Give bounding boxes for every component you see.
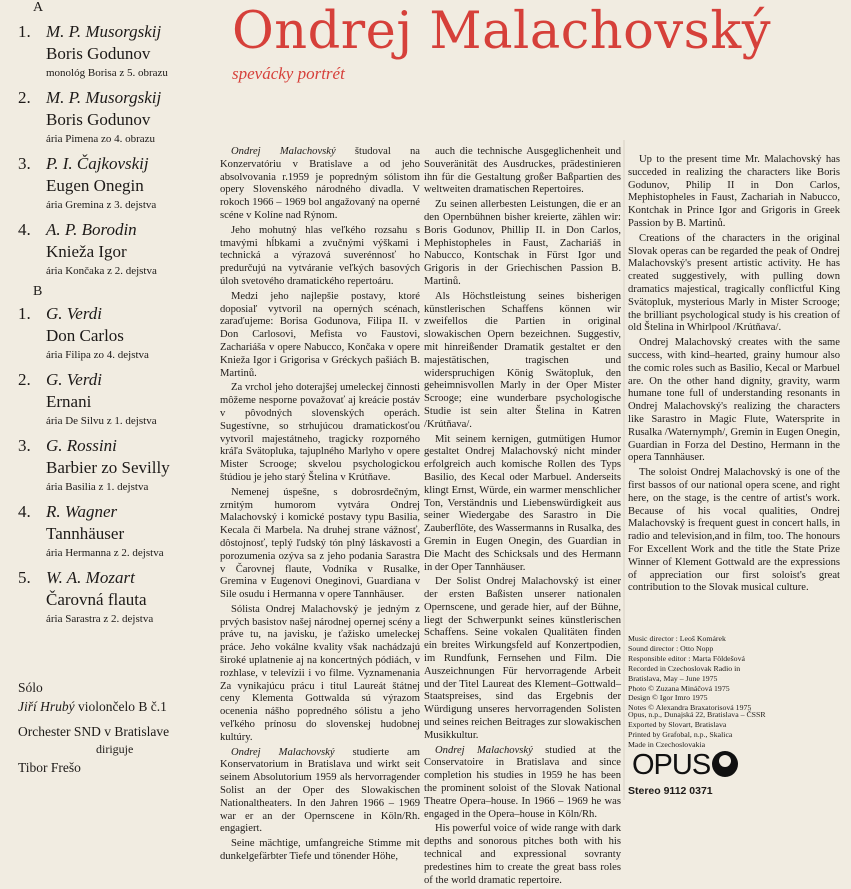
liner-notes-column-2 xyxy=(424,146,621,889)
solo-label: Sólo xyxy=(18,680,43,695)
track-note: ária De Silvu z 1. dejstva xyxy=(46,415,157,427)
paragraph-text: studierte am Konservatorium in Bratislava und wirkt seit seinem Absolutorium 1959 als hervorragender Solist an der Oper des Slowakischen Nationaltheaters. In den Jahren 1966 – 1969 war er an der Opernscene in Köln/Rh. engagiert. xyxy=(220,746,420,835)
soloist-name: Jiří Hrubý xyxy=(18,699,75,714)
track-work: Ernani xyxy=(46,392,92,411)
liner-note-paragraph xyxy=(220,487,420,602)
track-composer: M. P. Musorgskij xyxy=(46,22,162,41)
publisher-line: Opus, n.p., Dunajská 22, Bratislava – ČSSR xyxy=(628,710,766,719)
paragraph-text: His powerful voice of wide range with dark depths and sonorous pitches both with his technical and expressional sovranty predestines him to create the great bass roles of the world dramatic repertoire. xyxy=(424,823,621,886)
catalog-number: Stereo 9112 0371 xyxy=(628,785,713,797)
track-note: ária Končaka z 2. dejstva xyxy=(46,265,157,277)
publisher-info xyxy=(628,710,766,750)
track-work: Boris Godunov xyxy=(46,110,151,129)
orchestra-name: Orchester SND v Bratislave xyxy=(18,724,170,739)
paragraph-text: Zu seinen allerbesten Leistungen, die er an den Opernbühnen bisher kreierte, zählen wir: Boris Godunov, Phillip II. in Don Carlos, Mephistopheles in Faust, Zachariáš in Nabucco, Kontschak in Fürst Igor und Grigoris in der Griechischen Passion B. Martinů. xyxy=(424,199,621,287)
album-subtitle: spevácky portrét xyxy=(232,64,345,83)
artist-name-emphasis: Ondrej Malachovský xyxy=(231,746,335,758)
publisher-line: Exported by Slovart, Bratislava xyxy=(628,719,727,729)
track-work: Tannhäuser xyxy=(46,524,125,543)
paragraph-text: Creations of the characters in the original Slovak operas can be regarded the peak of Ondrej Malachovský's present artistic activity. He has created suggestively, with pulling down dramatics majestical, tragically conflictful King Svätopluk, mysterious Marly in Mister Scrooge; the brilliant psychological study is his creation of old Štelina in Whirlpool /Krútňava/. xyxy=(628,232,840,334)
production-credit-line: Design © Igor Imro 1975 xyxy=(628,693,708,703)
liner-note-paragraph xyxy=(628,337,840,465)
track-work: Boris Godunov xyxy=(46,44,151,63)
paragraph-text: študoval na Konzervatóriu v Bratislave a od jeho absolvovania r.1959 je popredným sólistom opery Slovenského národného divadla. V rokoch 1966 – 1969 bol angažovaný na operné scéne v Kolíne nad Rýnom. xyxy=(220,146,420,221)
liner-note-paragraph xyxy=(220,146,420,223)
track-item xyxy=(18,220,218,284)
paragraph-text: Nemenej úspešne, s dobrosrdečným, zrnitým humorom vytvára Ondrej Malachovský i komické postavy typu Basilia, Kecala či Marbela. Na druhej strane vážnosť, dôstojnosť, teplý ľudský tón plný láskavosti a porozumenia ozýva sa z jeho podania Sarastra v Čarovnej flaute, Vodníka v Rusalke, Gremina v Eugenovi Oneginovi, Guardiana v Sile osudu i Hermanna v opere Tannhäuser. xyxy=(220,486,420,601)
paragraph-text: The soloist Ondrej Malachovský is one of the first bassos of our national opera scene, and right here, on the stage, is the centre of artist's work. Because of his vocal qualities, Ondrej Malachovský is frequent guest in concert halls, in radio and television,and in film, too. The honours For Excellent Work and the title the State Prize Winner of Klement Gottwald are the expressions of appreciation our first soloist's great contribution to the Slovak musical culture. xyxy=(628,467,840,594)
track-item xyxy=(18,436,218,500)
track-note: ária Gremina z 3. dejstva xyxy=(46,199,157,211)
track-number: 2. xyxy=(18,370,31,389)
track-number: 2. xyxy=(18,88,31,107)
track-composer: W. A. Mozart xyxy=(46,568,135,587)
liner-note-paragraph xyxy=(628,233,840,335)
track-work: Barbier zo Sevilly xyxy=(46,458,170,477)
track-work: Eugen Onegin xyxy=(46,176,144,195)
track-item xyxy=(18,22,218,86)
track-work: Čarovná flauta xyxy=(46,590,147,609)
liner-note-paragraph xyxy=(220,382,420,484)
track-item xyxy=(18,304,218,368)
liner-notes-column-3 xyxy=(628,154,840,597)
track-number: 1. xyxy=(18,304,31,323)
liner-note-paragraph xyxy=(628,467,840,595)
track-note: monológ Borisa z 5. obrazu xyxy=(46,67,168,79)
track-composer: G. Verdi xyxy=(46,370,103,389)
side-b-label: B xyxy=(33,284,43,299)
track-composer: M. P. Musorgskij xyxy=(46,88,162,107)
track-note: ária Basilia z 1. dejstva xyxy=(46,481,149,493)
production-credits xyxy=(628,634,833,713)
track-item xyxy=(18,502,218,566)
track-number: 3. xyxy=(18,436,31,455)
paragraph-text: Jeho mohutný hlas veľkého rozsahu s tmavými hĺbkami a zvučnými výškami i technická a výrazová suverénnosť ho predurčujú na vytváranie veľkých basových úloh svetového dramatického repertoáru. xyxy=(220,224,420,287)
production-credit-line: Bratislava, May – June 1975 xyxy=(628,673,718,683)
paragraph-text: Up to the present time Mr. Malachovský has succeded in realizing the characters like Boris Godunov, Philip II in Don Carlos, Mephistopheles in Faust, Zachariah in Nabucco, Kontchak in Prince Igor and Grigoris in Greek Passion by B. Martinů. xyxy=(628,154,840,229)
liner-note-paragraph xyxy=(220,291,420,381)
paragraph-text: Seine mächtige, umfangreiche Stimme mit dunkelgefärbter Tiefe und tönender Höhe, xyxy=(220,838,420,863)
track-number: 1. xyxy=(18,22,31,41)
artist-title: Ondrej Malachovský xyxy=(232,2,772,61)
liner-note-paragraph xyxy=(424,146,621,197)
soloist-instrument: violončelo B č.1 xyxy=(78,699,167,714)
liner-note-paragraph xyxy=(424,199,621,289)
soloist-credit xyxy=(18,699,167,715)
side-a-label: A xyxy=(33,0,44,15)
paragraph-text: Sólista Ondrej Malachovský je jedným z prvých basistov našej národnej opernej scény a práve tu, na javisku, je ťažisko umeleckej práce. Jeho vokálne kvality však nachádzajú široké uplatnenie aj na koncertných pódiách, v rozhlase, v televízii i vo filme. Vyznamenania Za vynikajúcu prácu i titul Laureát štátnej ceny Klementa Gottwalda sú výrazom ocenenia nášho popredného sólistu a jeho veľkého prínosu do slovenskej hudobnej kultúry. xyxy=(220,603,420,743)
track-number: 5. xyxy=(18,568,31,587)
production-credit-line: Sound director : Otto Nopp xyxy=(628,643,714,653)
opus-logo xyxy=(632,749,742,787)
publisher-line: Printed by Grafobal, n.p., Skalica xyxy=(628,729,733,739)
paragraph-text: Medzi jeho najlepšie postavy, ktoré doposiaľ vytvoril na operných scénach, zaraďujeme: Borisa Godunova, Filipa II. v Don Carlosovi, Mefista vo Faustovi, Zachariáša v opere Nabucco, Končaka v opere Knieža Igor i Grigorisa v Gréckych pašiách B. Martinů. xyxy=(220,290,420,379)
track-note: ária Sarastra z 2. dejstva xyxy=(46,613,154,625)
liner-note-paragraph xyxy=(628,154,840,231)
production-credit-line: Responsible editor : Marta Földešová xyxy=(628,653,745,663)
track-number: 3. xyxy=(18,154,31,173)
paragraph-text: Der Solist Ondrej Malachovský ist einer der ersten Baßisten unserer nationalen Opernscene, und gerade hier, auf der Bühne, liegt der Schwerpunkt seines künstlerischen Schaffens. Seine vokalen Qualitäten finden ein breites Wirkungsfeld auf Konzertpodien, im Rundfunk, Fernsehen und Film. Die Auszeichnungen Für hervorragende Arbeit und der Titel Laureat des Klement–Gottwald–Staatspreises, sind das Ergebnis der Würdigung unseres hervorragenden Solisten und seines reichen Beitrages zur slowakischen Musikkultur. xyxy=(424,576,621,741)
liner-note-paragraph xyxy=(424,434,621,575)
track-composer: G. Verdi xyxy=(46,304,103,323)
track-item xyxy=(18,154,218,218)
track-number: 4. xyxy=(18,502,31,521)
liner-note-paragraph xyxy=(220,747,420,837)
track-work: Knieža Igor xyxy=(46,242,127,261)
conductor-name: Tibor Frešo xyxy=(18,760,81,775)
liner-notes-column-1 xyxy=(220,146,420,866)
liner-note-paragraph xyxy=(220,838,420,864)
conducts-label: diriguje xyxy=(96,742,134,756)
production-credit-line: Recorded in Czechoslovak Radio in xyxy=(628,663,741,673)
liner-note-paragraph xyxy=(220,604,420,745)
paragraph-text: Za vrchol jeho doterajšej umeleckej činnosti môžeme nesporne považovať aj kreácie postáv v pôvodných slovenských operách. Sugestívne, so strhujúcou dramatickosťou vytvoril majestátneho, tragicky rozporného kráľa Svätopluka, tajuplného Marlyho v opere Mister Scrooge; skvelou psychologickou štúdiou je jeho starý Štelina v Krútňave. xyxy=(220,382,420,483)
paragraph-text: auch die technische Ausgeglichenheit und Souveränität des Ausdruckes, prädestinieren ihn für die Gestaltung großer Baßpartien des weltweiten dramatischen Repertoires. xyxy=(424,146,621,196)
track-note: ária Filipa zo 4. dejstva xyxy=(46,349,149,361)
publisher-line: Made in Czechoslovakia xyxy=(628,739,706,749)
track-composer: G. Rossini xyxy=(46,436,117,455)
track-composer: A. P. Borodin xyxy=(46,220,137,239)
liner-note-paragraph xyxy=(424,823,621,887)
paragraph-text: Ondrej Malachovský creates with the same success, with kind–hearted, grainy humour also the comic roles such as Basilio, Kecal or Marbuel are. On the other hand dignity, gravity, warm humane tone full of understanding resonants in Ondrej Malachovský's realizing the characters like Sarastro in Magic Flute, Watersprite in Rusalka /Waternymph/, Gremin in Eugen Onegin, Guardian in Forza del Destino, Hermann in the opera Tannhäuser. xyxy=(628,337,840,464)
opus-logo-mark-icon xyxy=(712,751,738,777)
liner-note-paragraph xyxy=(424,745,621,822)
track-composer: P. I. Čajkovskij xyxy=(46,154,149,173)
opus-logo-text: OPUS xyxy=(632,749,711,781)
track-note: ária Pimena zo 4. obrazu xyxy=(46,133,156,145)
paragraph-text: Als Höchstleistung seines bisherigen künstlerischen Schaffens können wir zweifellos die Partien in original slowakischen Opern bezeichnen. Suggestiv, mit hinreißender Dramatik gestaltet er den majestätischen, tragischen und widerspruchigen König Swätopluk, den geheimnisvollen Marly in der Oper Mister Scrooge; eine wunderbare psychologische Studie ist sein alter Štelina in Katren /Krútňava/. xyxy=(424,290,621,430)
track-item xyxy=(18,568,218,632)
production-credit-line: Music director : Leoš Komárek xyxy=(628,634,726,643)
paragraph-text: studied at the Conservatoire in Bratislava and since completion his studies in 1959 he has been the prominent soloist of the Slovak National Theatre Opera–house. In 1966 – 1969 he was engaged in the Opera–house in Köln/Rh. xyxy=(424,744,622,820)
track-item xyxy=(18,370,218,434)
liner-note-paragraph xyxy=(424,576,621,742)
production-credit-line: Photo © Zuzana Mináčová 1975 xyxy=(628,683,730,693)
liner-note-paragraph xyxy=(220,225,420,289)
track-work: Don Carlos xyxy=(46,326,124,345)
paragraph-text: Mit seinem kernigen, gutmütigen Humor gestaltet Ondrej Malachovský nicht minder erfolgreich auch komische Rollen des Typs Basilio, des Kecal oder Marbuel. Anderseits klingt Ernst, Würde, ein warmer menschlicher Ton, Verständnis und Liebenswürdigkeit aus seiner Wiedergabe des Sarastro in Die Zauberflöte, des Wassermanns in Rusalka, des Gremin in Eugen Onegin, des Guardian in Die Macht des Schicksals und des Hermann in der Oper Tannhäuser. xyxy=(424,433,621,573)
track-note: ária Hermanna z 2. dejstva xyxy=(46,547,164,559)
liner-note-paragraph xyxy=(424,291,621,432)
track-composer: R. Wagner xyxy=(46,502,118,521)
production-credit-line: Notes © Alexandra Braxatorisová 1975 xyxy=(628,703,752,713)
artist-name-emphasis: Ondrej Malachovský xyxy=(435,744,533,756)
track-number: 4. xyxy=(18,220,31,239)
track-item xyxy=(18,88,218,152)
artist-name-emphasis: Ondrej Malachovský xyxy=(231,146,336,157)
